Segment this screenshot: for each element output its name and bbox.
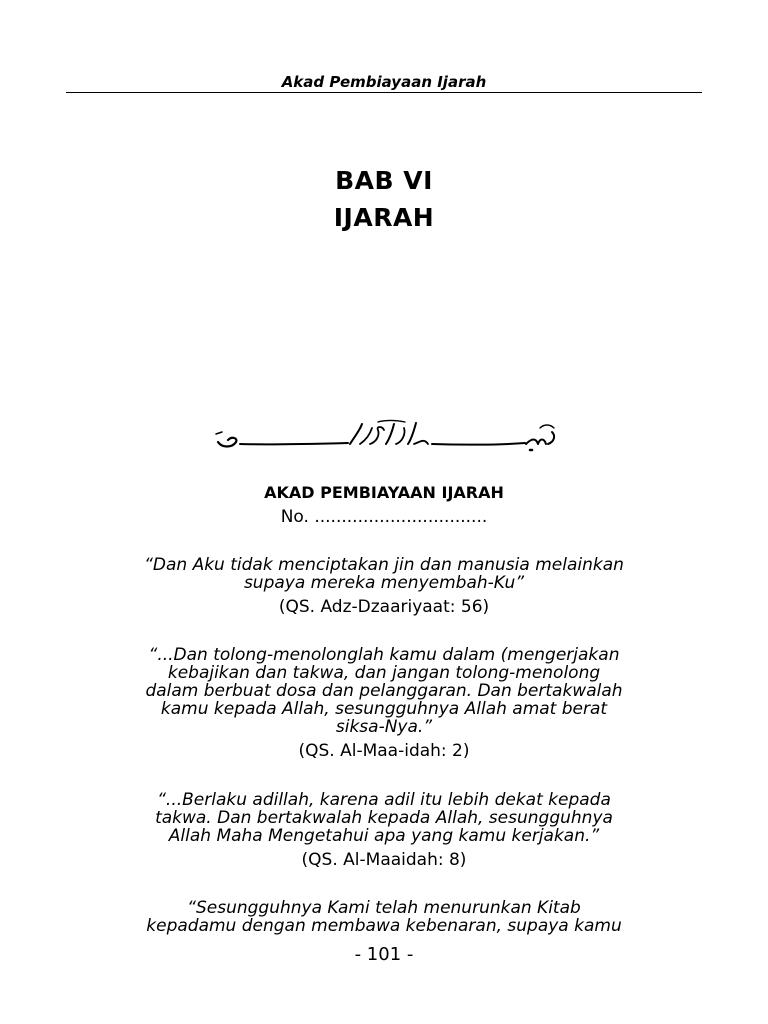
quote-3-line-2: takwa. Dan bertakwalah kepada Allah, sesungguhnya bbox=[155, 808, 613, 828]
quote-3-line-3: Allah Maha Mengetahui apa yang kamu kerjakan.” bbox=[168, 826, 600, 846]
running-header: Akad Pembiayaan Ijarah bbox=[281, 73, 487, 91]
header-divider bbox=[66, 92, 702, 93]
quote-2-line-2: kebajikan dan takwa, dan jangan tolong-menolong bbox=[167, 663, 601, 683]
quote-2-line-1: “...Dan tolong-menolonglah kamu dalam (mengerjakan bbox=[148, 645, 620, 665]
page-number: - 101 - bbox=[354, 944, 414, 965]
chapter-number: BAB VI bbox=[335, 166, 433, 195]
document-title: AKAD PEMBIAYAAN IJARAH bbox=[264, 483, 504, 502]
quote-2-line-4: kamu kepada Allah, sesungguhnya Allah amat berat bbox=[160, 699, 608, 719]
document-number-line: No. ................................ bbox=[280, 507, 488, 527]
quote-1-reference: (QS. Adz-Dzaariyaat: 56) bbox=[278, 597, 490, 617]
quote-2-line-3: dalam berbuat dosa dan pelanggaran. Dan bertakwalah bbox=[145, 681, 623, 701]
chapter-title: IJARAH bbox=[333, 203, 435, 232]
quote-2-line-5: siksa-Nya.” bbox=[335, 717, 433, 737]
quote-4-line-2: kepadamu dengan membawa kebenaran, supaya kamu bbox=[146, 916, 622, 936]
quote-3-line-1: “...Berlaku adillah, karena adil itu lebih dekat kepada bbox=[157, 790, 611, 810]
quote-4-line-1: “Sesungguhnya Kami telah menurunkan Kitab bbox=[187, 898, 581, 918]
basmalah-calligraphy-icon bbox=[210, 418, 560, 452]
quote-2-reference: (QS. Al-Maa-idah: 2) bbox=[298, 741, 470, 761]
quote-1-line-1: “Dan Aku tidak menciptakan jin dan manusia melainkan bbox=[144, 555, 624, 575]
quote-3-reference: (QS. Al-Maaidah: 8) bbox=[301, 850, 467, 870]
quote-1-line-2: supaya mereka menyembah-Ku” bbox=[243, 573, 525, 593]
